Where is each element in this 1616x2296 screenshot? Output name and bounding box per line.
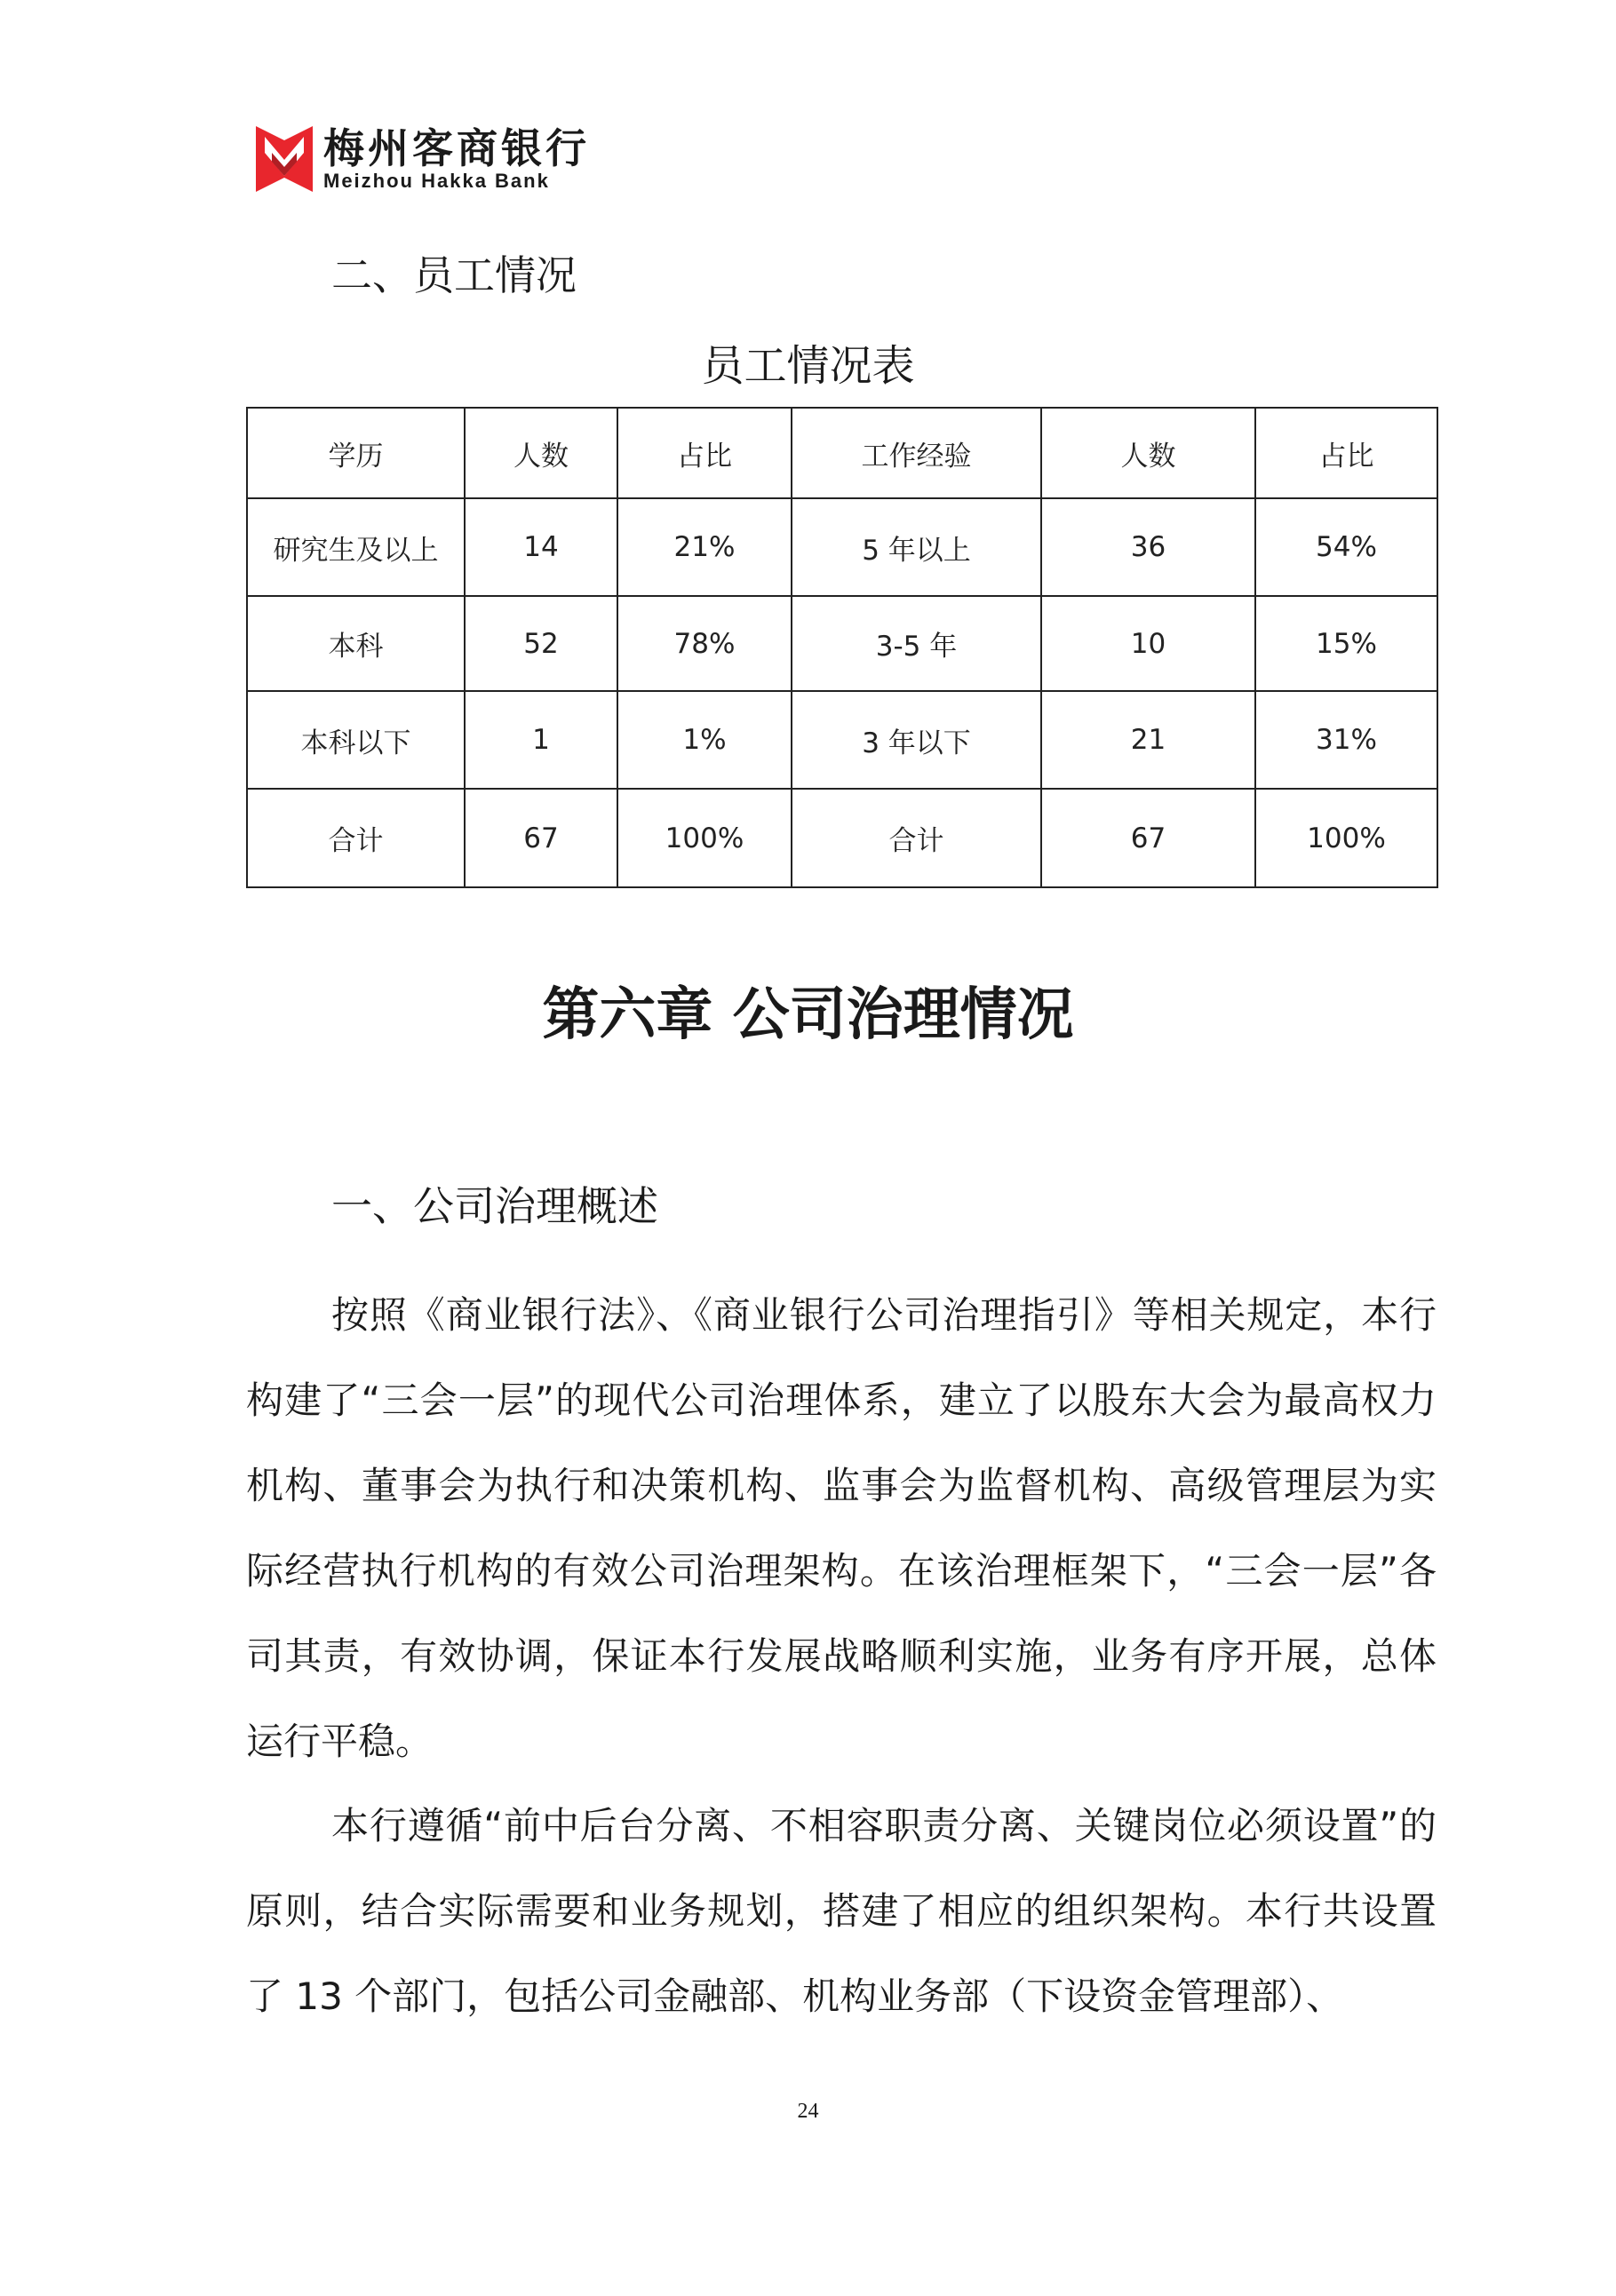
bank-name-cn: 梅州客商银行 <box>323 124 590 172</box>
column-header: 人数 <box>465 408 617 498</box>
table-row <box>247 596 1437 691</box>
section-heading-governance: 一、公司治理概述 <box>331 1182 658 1230</box>
table-cell: 3-5 年 <box>792 596 1041 691</box>
table-cell: 1 <box>465 691 617 789</box>
table-cell: 15% <box>1255 596 1437 691</box>
table-cell: 52 <box>465 596 617 691</box>
table-cell: 54% <box>1255 498 1437 596</box>
table-cell: 67 <box>1041 789 1255 887</box>
section-heading-staff: 二、员工情况 <box>331 251 577 299</box>
table-cell: 21% <box>617 498 792 596</box>
table-cell: 14 <box>465 498 617 596</box>
table-cell: 5 年以上 <box>792 498 1041 596</box>
column-header: 人数 <box>1041 408 1255 498</box>
table-cell: 31% <box>1255 691 1437 789</box>
column-header: 学历 <box>247 408 465 498</box>
table-cell: 78% <box>617 596 792 691</box>
table-cell: 1% <box>617 691 792 789</box>
body-paragraph: 本行遵循“前中后台分离、不相容职责分离、关键岗位必须设置”的原则，结合实际需要和业务规划，搭建了相应的组织架构。本行共设置了 13 个部门，包括公司金融部、机构业务部（下设资金管理部）、 <box>246 1804 1437 2018</box>
table-cell: 3 年以下 <box>792 691 1041 789</box>
table-cell: 100% <box>1255 789 1437 887</box>
chapter-title: 第六章 公司治理情况 <box>542 982 1074 1048</box>
table-title: 员工情况表 <box>701 341 915 391</box>
table-cell: 36 <box>1041 498 1255 596</box>
table-cell: 67 <box>465 789 617 887</box>
column-header: 工作经验 <box>792 408 1041 498</box>
column-header: 占比 <box>617 408 792 498</box>
table-cell: 本科以下 <box>247 691 465 789</box>
table-cell: 合计 <box>792 789 1041 887</box>
table-cell: 21 <box>1041 691 1255 789</box>
page-number: 24 <box>797 2100 819 2123</box>
table-cell: 合计 <box>247 789 465 887</box>
table-total-row <box>247 789 1437 887</box>
table-cell: 100% <box>617 789 792 887</box>
table-cell: 10 <box>1041 596 1255 691</box>
table-cell: 研究生及以上 <box>247 498 465 596</box>
table-header-row <box>247 408 1437 498</box>
bank-name-en: Meizhou Hakka Bank <box>323 170 550 192</box>
staff-table <box>246 407 1438 888</box>
column-header: 占比 <box>1255 408 1437 498</box>
bank-logo <box>256 126 590 192</box>
body-paragraph: 按照《商业银行法》、《商业银行公司治理指引》等相关规定，本行构建了“三会一层”的现代公司治理体系，建立了以股东大会为最高权力机构、董事会为执行和决策机构、监事会为监督机构、高级管理层为实际经营执行机构的有效公司治理架构。在该治理框架下，“三会一层”各司其责，有效协调，保证本行发展战略顺利实施，业务有序开展，总体运行平稳。 <box>246 1293 1437 1763</box>
table-row <box>247 498 1437 596</box>
meizhou-hakka-bank-logo-icon <box>256 126 313 192</box>
table-cell: 本科 <box>247 596 465 691</box>
table-row <box>247 691 1437 789</box>
